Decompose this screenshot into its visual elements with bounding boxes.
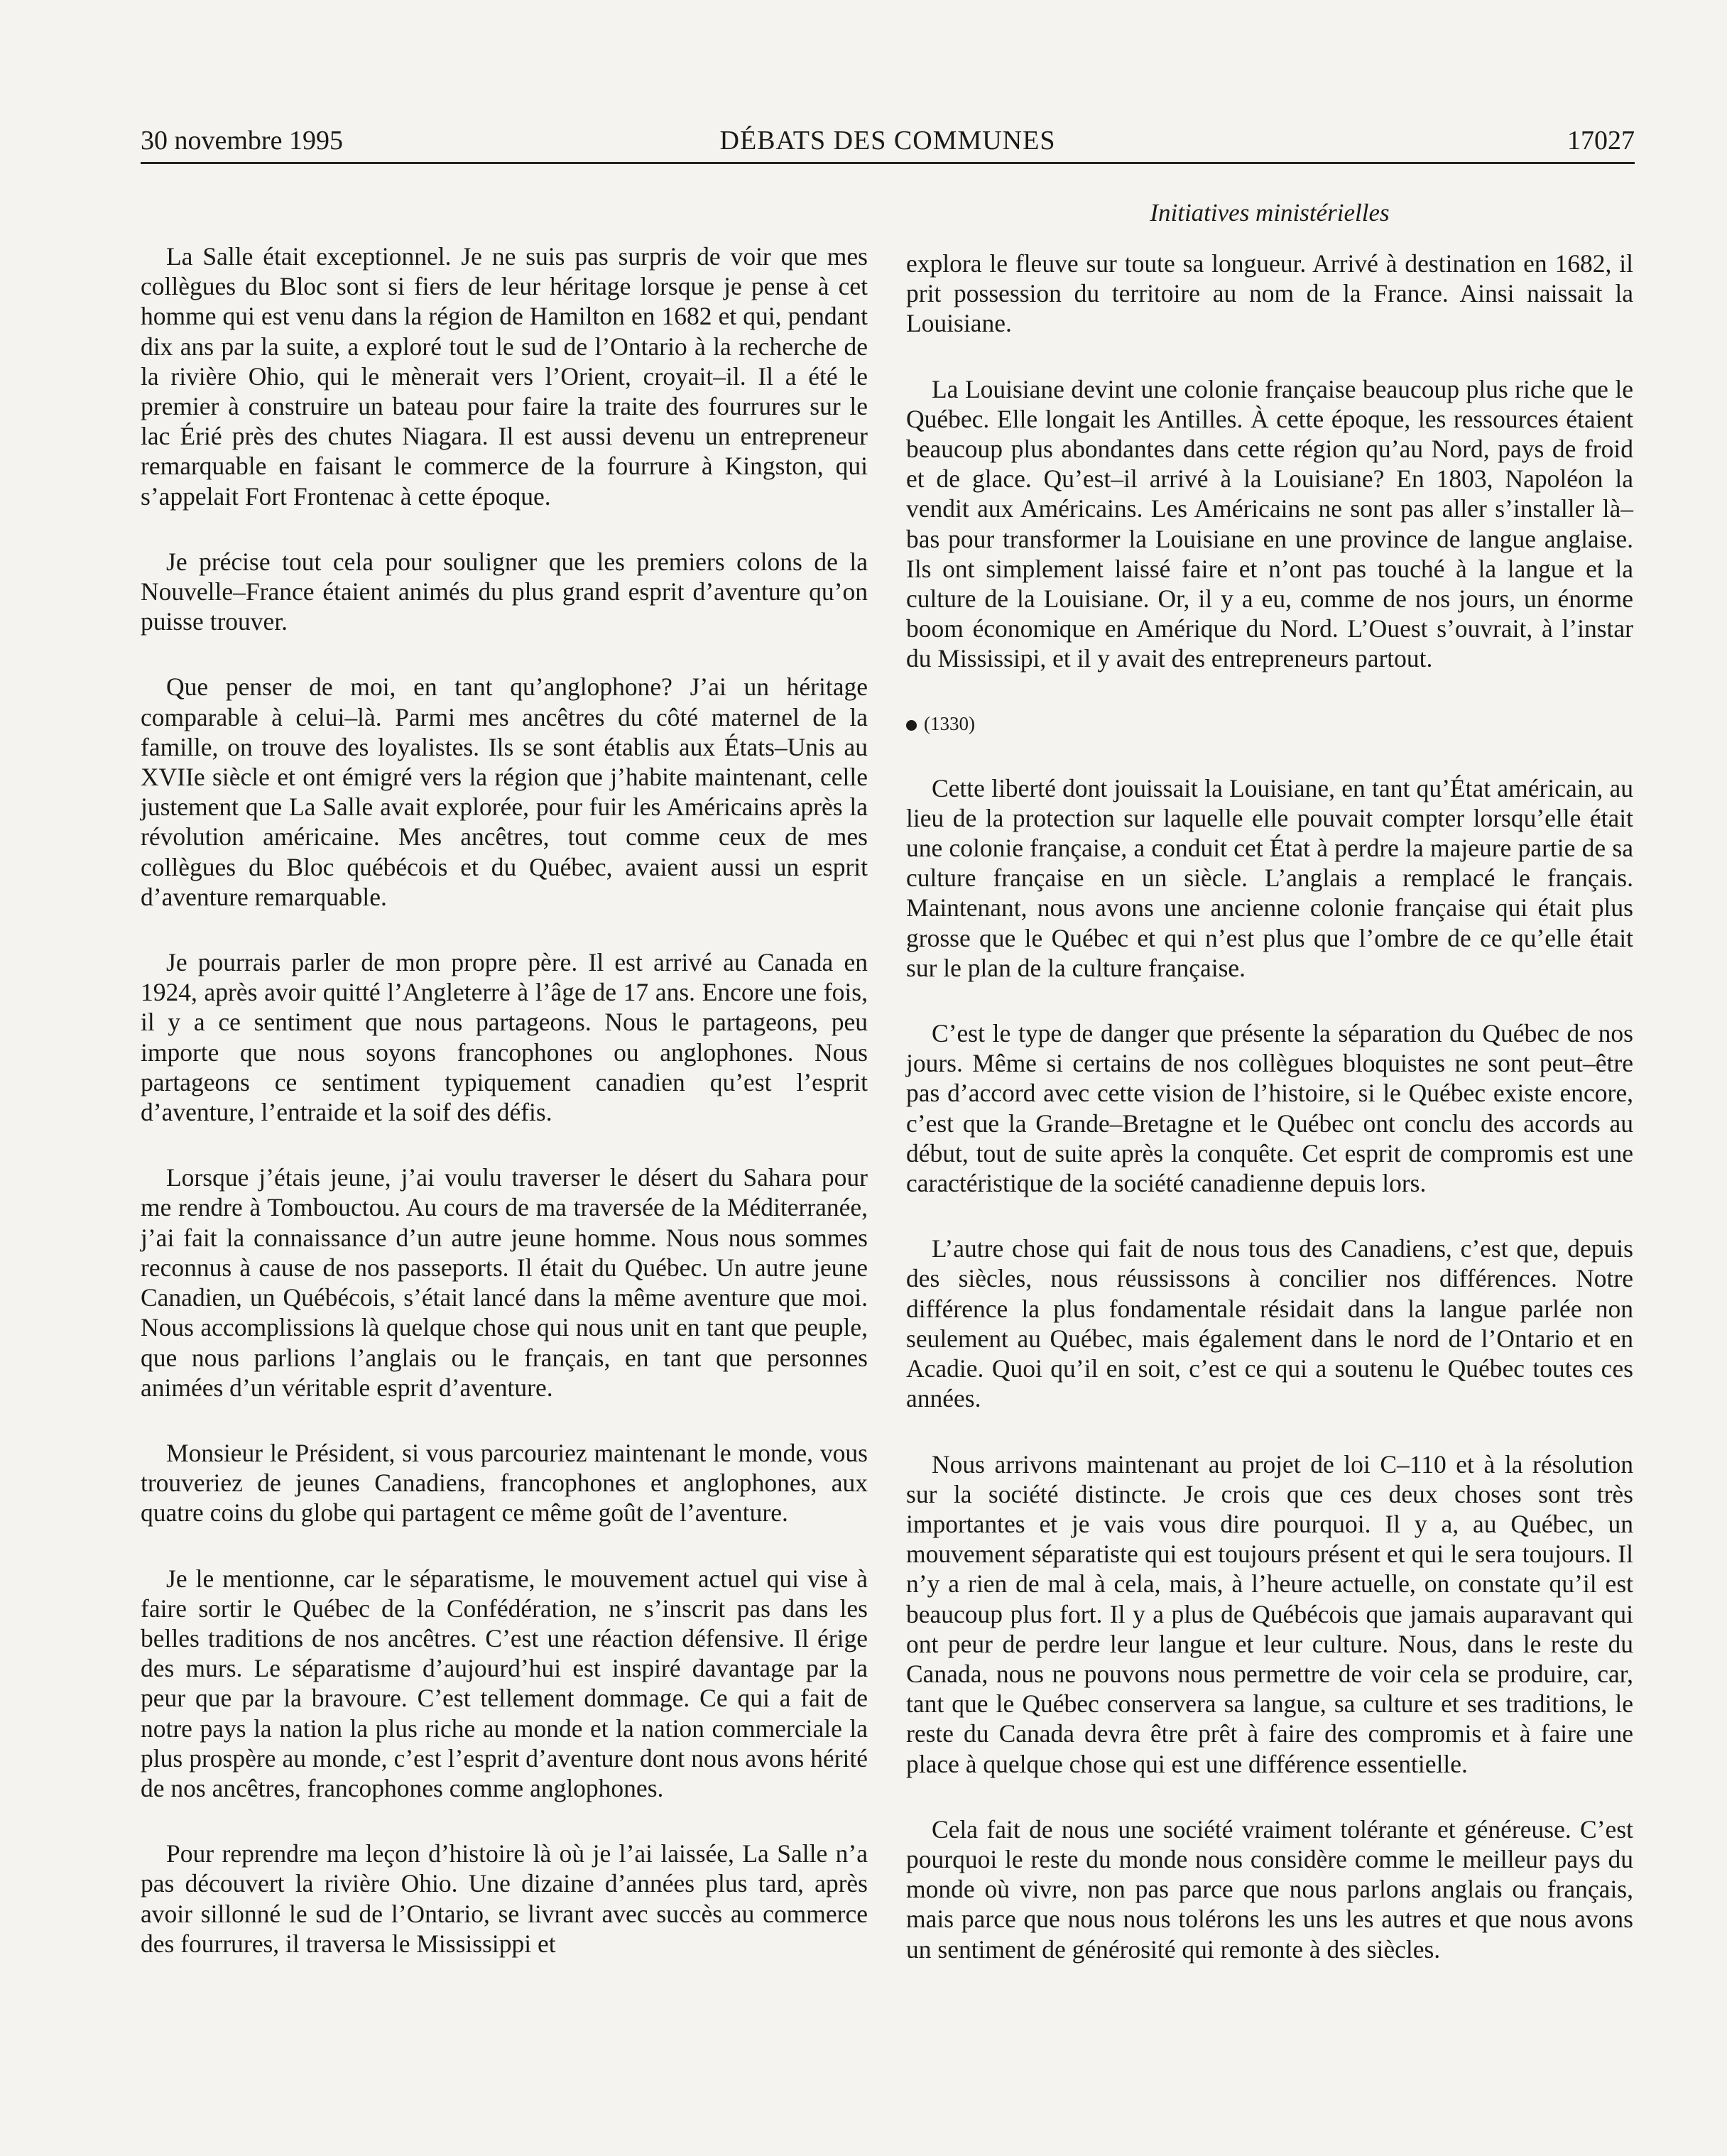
page-header <box>141 119 1635 162</box>
bullet-icon <box>906 720 917 731</box>
header-page-number: 17027 <box>1567 126 1635 156</box>
left-paragraph-4: Je pourrais parler de mon propre père. Il est arrivé au Canada en 1924, après avoir quitté l’Angleterre à l’âge de 17 ans. Encore une fois, il y a ce sentiment que nous partageons. Nous le partageons, peu importe que nous soyons francophones ou anglophones. Nous partageons ce sentiment typiquement canadien qu’est l’esprit d’aventure, l’entraide et la soif des défis. <box>141 948 868 1127</box>
header-rule <box>141 162 1635 164</box>
header-title: DÉBATS DES COMMUNES <box>719 126 1056 156</box>
left-paragraph-8: Pour reprendre ma leçon d’histoire là où je l’ai laissée, La Salle n’a pas découvert la rivière Ohio. Une dizaine d’années plus tard, après avoir sillonné le sud de l’Ontario, se livrant avec succès au commerce des fourrures, il traversa le Mississippi et <box>141 1839 868 1958</box>
header-date: 30 novembre 1995 <box>141 126 343 156</box>
time-marker-label: (1330) <box>924 712 975 734</box>
left-paragraph-2: Je précise tout cela pour souligner que les premiers colons de la Nouvelle–France étaient animés du plus grand esprit d’aventure qu’on puisse trouver. <box>141 547 868 636</box>
left-paragraph-3: Que penser de moi, en tant qu’anglophone? J’ai un héritage comparable à celui–là. Parmi mes ancêtres du côté maternel de la famille, on trouve des loyalistes. Ils se sont établis aux États–Unis au XVIIe siècle et ont émigré vers la région que j’habite maintenant, celle justement que La Salle avait explorée, pour fuir les Américains après la révolution américaine. Mes ancêtres, tout comme ceux de mes collègues du Bloc québécois et du Québec, avaient aussi un esprit d’aventure remarquable. <box>141 673 868 911</box>
left-paragraph-7: Je le mentionne, car le séparatisme, le mouvement actuel qui vise à faire sortir le Québec de la Confédération, ne s’inscrit pas dans les belles traditions de nos ancêtres. C’est une réaction défensive. Il érige des murs. Le séparatisme d’aujourd’hui est inspiré davantage par la peur que par la bravoure. C’est tellement dommage. Ce qui a fait de notre pays la nation la plus riche au monde et la nation commerciale la plus prospère au monde, c’est l’esprit d’aventure dont nous avons hérité de nos ancêtres, francophones comme anglophones. <box>141 1564 868 1802</box>
left-paragraph-6: Monsieur le Président, si vous parcouriez maintenant le monde, vous trouveriez de jeunes Canadiens, francophones et anglophones, aux quatre coins du globe qui partagent ce même goût de l’aventure. <box>141 1438 868 1528</box>
time-marker <box>906 709 1633 738</box>
right-paragraph-2: La Louisiane devint une colonie française beaucoup plus riche que le Québec. Elle longait les Antilles. À cette époque, les ressources étaient beaucoup plus abondantes dans cette région qu’au Nord, pays de froid et de glace. Qu’est–il arrivé à la Louisiane? En 1803, Napoléon la vendit aux Américains. Les Américains ne sont pas aller s’installer là–bas pour transformer la Louisiane en une province de langue anglaise. Ils ont simplement laissé faire et n’ont pas touché à la langue et la culture de la Louisiane. Or, il y a eu, comme de nos jours, un énorme boom économique en Amérique du Nord. L’Ouest s’ouvrait, à l’instar du Mississipi, et il y avait des entrepreneurs partout. <box>906 374 1633 673</box>
left-column <box>141 241 868 1994</box>
right-column <box>906 249 1633 2000</box>
left-paragraph-5: Lorsque j’étais jeune, j’ai voulu traverser le désert du Sahara pour me rendre à Tombouctou. Au cours de ma traversée de la Méditerranée, j’ai fait la connaissance d’un autre jeune homme. Nous nous sommes reconnus à cause de nos passeports. Il était du Québec. Un autre jeune Canadien, un Québécois, s’était lancé dans la même aventure que moi. Nous accomplissions là quelque chose qui nous unit en tant que peuple, que nous parlions l’anglais ou le français, en tant que personnes animées d’un véritable esprit d’aventure. <box>141 1163 868 1402</box>
left-paragraph-1: La Salle était exceptionnel. Je ne suis pas surpris de voir que mes collègues du Bloc sont si fiers de leur héritage lorsque je pense à cet homme qui est venu dans la région de Hamilton en 1682 et qui, pendant dix ans par la suite, a exploré tout le sud de l’Ontario à la recherche de la rivière Ohio, qui le mènerait vers l’Orient, croyait–il. Il a été le premier à construire un bateau pour faire la traite des fourrures sur le lac Érié près des chutes Niagara. Il est aussi devenu un entrepreneur remarquable en faisant le commerce de la fourrure à Kingston, qui s’appelait Fort Frontenac à cette époque. <box>141 242 868 511</box>
right-paragraph-1: explora le fleuve sur toute sa longueur. Arrivé à destination en 1682, il prit possession du territoire au nom de la France. Ainsi naissait la Louisiane. <box>906 249 1633 338</box>
right-paragraph-3: Cette liberté dont jouissait la Louisiane, en tant qu’État américain, au lieu de la protection sur laquelle elle pouvait compter lorsqu’elle était une colonie française, a conduit cet État à perdre la majeure partie de sa culture française en un siècle. L’anglais a remplacé le français. Maintenant, nous avons une ancienne colonie française qui était plus grosse que le Québec et qui n’est plus que l’ombre de ce qu’elle était sur le plan de la culture française. <box>906 773 1633 982</box>
right-paragraph-7: Cela fait de nous une société vraiment tolérante et généreuse. C’est pourquoi le reste du monde nous considère comme le meilleur pays du monde où vivre, non pas parce que nous parlons anglais ou français, mais parce que nous nous tolérons les uns les autres et que nous avons un sentiment de générosité qui remonte à des siècles. <box>906 1814 1633 1964</box>
right-paragraph-6: Nous arrivons maintenant au projet de loi C–110 et à la résolution sur la société distincte. Je crois que ces deux choses sont très importantes et je vais vous dire pourquoi. Il y a, au Québec, un mouvement séparatiste qui est toujours présent et qui le sera toujours. Il n’y a rien de mal à cela, mais, à l’heure actuelle, on constate qu’il est beaucoup plus fort. Il y a plus de Québécois que jamais auparavant qui ont peur de perdre leur langue et leur culture. Nous, dans le reste du Canada, nous ne pouvons nous permettre de voir cela se produire, car, tant que le Québec conservera sa langue, sa culture et ses traditions, le reste du Canada devra être prêt à faire des compromis et à faire une place à quelque chose qui est une différence essentielle. <box>906 1449 1633 1778</box>
right-paragraph-5: L’autre chose qui fait de nous tous des Canadiens, c’est que, depuis des siècles, nous réussissons à concilier nos différences. Notre différence la plus fondamentale résidait dans la langue parlée non seulement au Québec, mais également dans le nord de l’Ontario et en Acadie. Quoi qu’il en soit, c’est ce qui a soutenu le Québec toutes ces années. <box>906 1234 1633 1413</box>
section-heading: Initiatives ministérielles <box>1150 199 1390 227</box>
right-paragraph-4: C’est le type de danger que présente la séparation du Québec de nos jours. Même si certains de nos collègues bloquistes ne sont peut–être pas d’accord avec cette vision de l’histoire, si le Québec existe encore, c’est que la Grande–Bretagne et le Québec ont conclu des accords au début, tout de suite après la conquête. Cet esprit de compromis est une caractéristique de la société canadienne depuis lors. <box>906 1019 1633 1198</box>
